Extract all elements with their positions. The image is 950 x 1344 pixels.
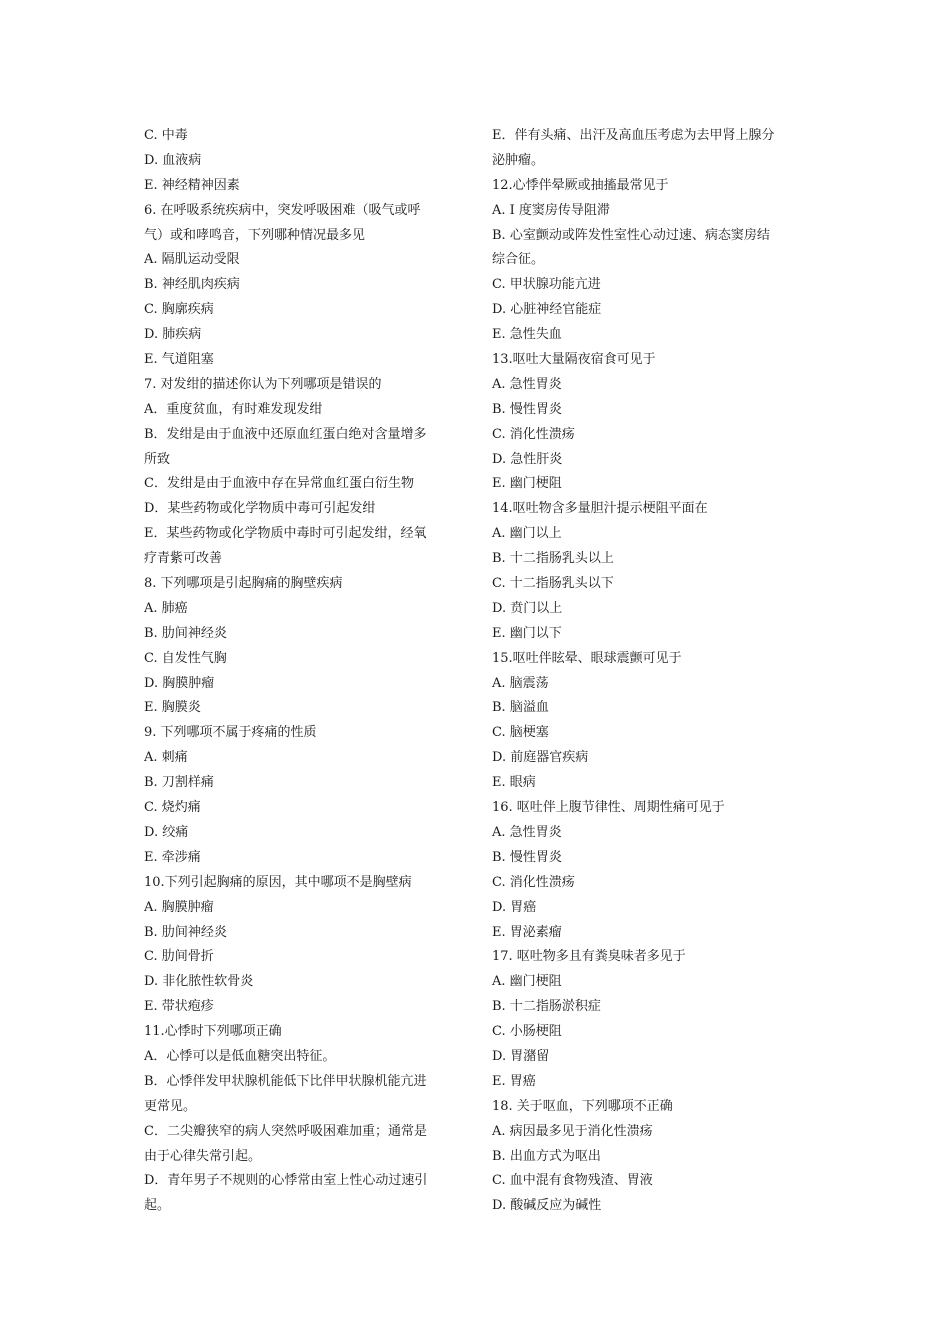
left-text-line: 所致 xyxy=(144,451,171,467)
right-text-line: D. 胃潴留 xyxy=(492,1048,550,1064)
left-text-line: 10.下列引起胸痛的原因，其中哪项不是胸壁病 xyxy=(144,874,412,890)
left-text-line: B．发绀是由于血液中还原血红蛋白绝对含量增多 xyxy=(144,426,427,442)
right-text-line: D. 急性肝炎 xyxy=(492,451,563,467)
right-column xyxy=(492,124,810,1219)
right-text-line: A. 急性胃炎 xyxy=(492,376,562,392)
right-text-line: 14.呕吐物含多量胆汁提示梗阻平面在 xyxy=(492,501,708,517)
right-text-line: E. 胃癌 xyxy=(492,1073,536,1089)
left-text-line: E. 带状疱疹 xyxy=(144,999,214,1015)
right-text-line: E. 胃泌素瘤 xyxy=(492,924,562,940)
right-text-line: 12.心悸伴晕厥或抽搐最常见于 xyxy=(492,177,669,193)
right-text-line: E. 眼病 xyxy=(492,775,536,791)
right-text-line: E. 急性失血 xyxy=(492,327,562,343)
right-text-line: C. 小肠梗阻 xyxy=(492,1024,562,1040)
right-text-line: E. 幽门以下 xyxy=(492,625,562,641)
left-text-line: 9. 下列哪项不属于疼痛的性质 xyxy=(144,725,317,741)
left-text-line: A．心悸可以是低血糖突出特征。 xyxy=(144,1048,336,1064)
right-text-line: B. 十二指肠淤积症 xyxy=(492,999,601,1015)
left-text-line: D．某些药物或化学物质中毒可引起发绀 xyxy=(144,501,376,517)
right-text-line: B. 慢性胃炎 xyxy=(492,401,562,417)
left-text-line: C. 烧灼痛 xyxy=(144,800,201,816)
left-text-line: B．心悸伴发甲状腺机能低下比伴甲状腺机能亢进 xyxy=(144,1073,427,1089)
left-text-line: E. 神经精神因素 xyxy=(144,177,240,193)
right-text-line: D. 贲门以上 xyxy=(492,600,563,616)
right-text-line: C. 血中混有食物残渣、胃液 xyxy=(492,1173,653,1189)
left-text-line: 疗青紫可改善 xyxy=(144,551,223,567)
left-column xyxy=(144,124,462,1219)
left-text-line: 8. 下列哪项是引起胸痛的胸壁疾病 xyxy=(144,576,343,592)
left-text-line: A. 隔肌运动受限 xyxy=(144,252,240,268)
right-text-line: 泌肿瘤。 xyxy=(492,152,545,168)
right-text-line: A. I 度窦房传导阻滞 xyxy=(492,202,610,218)
right-text-line: C. 十二指肠乳头以下 xyxy=(492,576,614,592)
left-text-line: B. 刀割样痛 xyxy=(144,775,214,791)
right-text-line: B. 脑溢血 xyxy=(492,700,549,716)
left-text-line: C. 胸廓疾病 xyxy=(144,302,214,318)
left-text-line: D. 血液病 xyxy=(144,152,202,168)
left-text-line: 起。 xyxy=(144,1198,171,1214)
left-text-line: D. 胸膜肿瘤 xyxy=(144,675,215,691)
left-text-line: C．发绀是由于血液中存在异常血红蛋白衍生物 xyxy=(144,476,414,492)
left-text-line: C．二尖瓣狭窄的病人突然呼吸困难加重；通常是 xyxy=(144,1123,427,1139)
left-text-line: 由于心律失常引起。 xyxy=(144,1148,262,1164)
right-text-line: 18. 关于呕血，下列哪项不正确 xyxy=(492,1098,673,1114)
left-text-line: A．重度贫血，有时难发现发绀 xyxy=(144,401,323,417)
right-text-line: A. 幽门梗阻 xyxy=(492,974,562,990)
left-text-line: D. 肺疾病 xyxy=(144,327,202,343)
right-text-line: D. 心脏神经官能症 xyxy=(492,302,602,318)
left-text-line: A. 胸膜肿瘤 xyxy=(144,899,214,915)
right-text-line: A. 病因最多见于消化性溃疡 xyxy=(492,1123,653,1139)
right-text-line: C. 消化性溃疡 xyxy=(492,426,575,442)
left-text-line: B. 肋间神经炎 xyxy=(144,625,227,641)
right-text-line: D. 酸碱反应为碱性 xyxy=(492,1198,602,1214)
right-text-line: A. 脑震荡 xyxy=(492,675,549,691)
right-text-line: C. 甲状腺功能亢进 xyxy=(492,277,601,293)
right-text-line: 16. 呕吐伴上腹节律性、周期性痛可见于 xyxy=(492,800,725,816)
left-text-line: D. 非化脓性软骨炎 xyxy=(144,974,254,990)
left-text-line: D．青年男子不规则的心悸常由室上性心动过速引 xyxy=(144,1173,428,1189)
right-text-line: B. 出血方式为呕出 xyxy=(492,1148,601,1164)
left-text-line: 11.心悸时下列哪项正确 xyxy=(144,1024,282,1040)
right-text-line: 17. 呕吐物多且有粪臭味者多见于 xyxy=(492,949,686,965)
right-text-line: A. 急性胃炎 xyxy=(492,824,562,840)
left-text-line: D. 绞痛 xyxy=(144,824,189,840)
right-text-line: E. 幽门梗阻 xyxy=(492,476,562,492)
left-text-line: C. 自发性气胸 xyxy=(144,650,227,666)
right-text-line: 15.呕吐伴眩晕、眼球震颤可见于 xyxy=(492,650,682,666)
left-text-line: E. 胸膜炎 xyxy=(144,700,201,716)
left-text-line: 6. 在呼吸系统疾病中，突发呼吸困难（吸气或呼 xyxy=(144,202,421,218)
right-text-line: 综合征。 xyxy=(492,252,545,268)
left-text-line: C. 肋间骨折 xyxy=(144,949,214,965)
right-text-line: B. 十二指肠乳头以上 xyxy=(492,551,614,567)
left-text-line: E. 气道阻塞 xyxy=(144,352,214,368)
left-text-line: E. 牵涉痛 xyxy=(144,849,201,865)
left-text-line: A. 肺癌 xyxy=(144,600,188,616)
left-text-line: A. 刺痛 xyxy=(144,750,188,766)
left-text-line: C. 中毒 xyxy=(144,128,188,143)
right-text-line: B. 慢性胃炎 xyxy=(492,849,562,865)
right-text-line: D. 胃癌 xyxy=(492,899,537,915)
right-text-line: 13.呕吐大量隔夜宿食可见于 xyxy=(492,352,656,368)
right-text-line: B. 心室颤动或阵发性室性心动过速、病态窦房结 xyxy=(492,227,770,243)
right-text-line: E．伴有头痛、出汗及高血压考虑为去甲肾上腺分 xyxy=(492,128,775,143)
right-text-line: D. 前庭器官疾病 xyxy=(492,750,589,766)
left-text-line: E．某些药物或化学物质中毒时可引起发绀，经氧 xyxy=(144,526,427,542)
left-text-line: B. 神经肌肉疾病 xyxy=(144,277,240,293)
left-text-line: B. 肋间神经炎 xyxy=(144,924,227,940)
right-text-line: C. 消化性溃疡 xyxy=(492,874,575,890)
left-text-line: 气）或和哮鸣音，下列哪种情况最多见 xyxy=(144,227,366,243)
right-text-line: C. 脑梗塞 xyxy=(492,725,549,741)
right-text-line: A. 幽门以上 xyxy=(492,526,562,542)
left-text-line: 7. 对发绀的描述你认为下列哪项是错误的 xyxy=(144,376,382,392)
left-text-line: 更常见。 xyxy=(144,1098,197,1114)
